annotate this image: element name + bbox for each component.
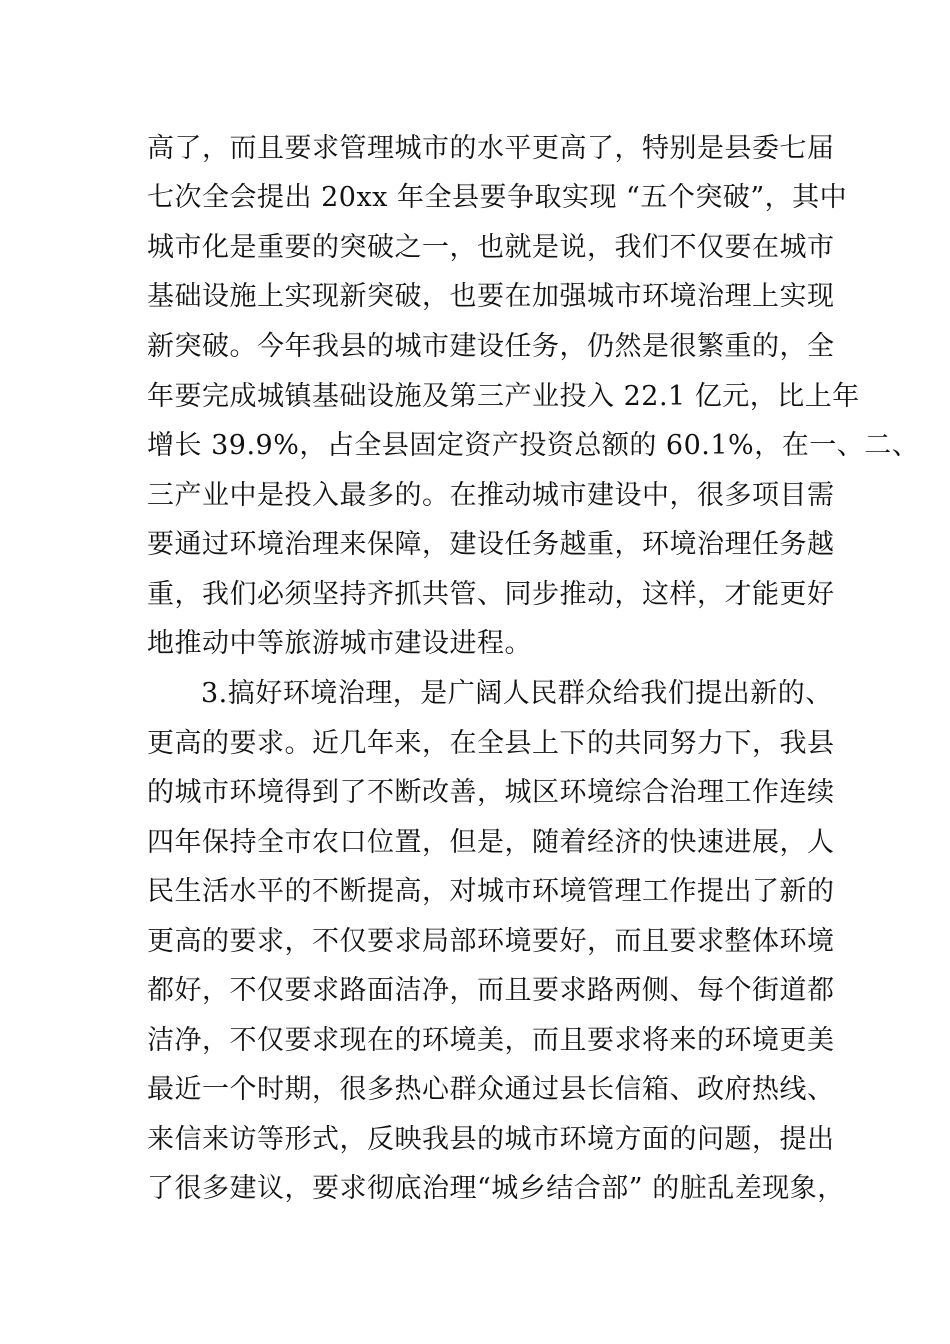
text-line: 三产业中是投入最多的。在推动城市建设中，很多项目需 [147, 480, 835, 511]
paragraph-start-line: 3.搞好环境治理，是广阔人民群众给我们提出新的、 [201, 678, 833, 709]
text-line: 增长 39.9%，占全县固定资产投资总额的 60.1%，在一、二、 [147, 430, 920, 461]
text-line: 最近一个时期，很多热心群众通过县长信箱、政府热线、 [147, 1074, 835, 1105]
text-line: 来信来访等形式，反映我县的城市环境方面的问题，提出 [147, 1124, 835, 1155]
text-line: 城市化是重要的突破之一，也就是说，我们不仅要在城市 [147, 232, 835, 263]
text-line: 年要完成城镇基础设施及第三产业投入 22.1 亿元，比上年 [147, 381, 860, 412]
text-line: 都好，不仅要求路面洁净，而且要求路两侧、每个街道都 [147, 975, 835, 1006]
text-line: 更高的要求，不仅要求局部环境要好，而且要求整体环境 [147, 926, 835, 957]
text-line: 地推动中等旅游城市建设进程。 [147, 628, 532, 659]
text-line: 民生活水平的不断提高，对城市环境管理工作提出了新的 [147, 876, 835, 907]
text-line: 高了，而且要求管理城市的水平更高了，特别是县委七届 [147, 133, 835, 164]
text-line: 重，我们必须坚持齐抓共管、同步推动，这样，才能更好 [147, 579, 835, 610]
text-line: 新突破。今年我县的城市建设任务，仍然是很繁重的，全 [147, 331, 835, 362]
text-line: 的城市环境得到了不断改善，城区环境综合治理工作连续 [147, 777, 835, 808]
text-line: 七次全会提出 20xx 年全县要争取实现 “五个突破”，其中 [147, 182, 848, 213]
text-line: 洁净，不仅要求现在的环境美，而且要求将来的环境更美 [147, 1025, 835, 1056]
text-line: 更高的要求。近几年来，在全县上下的共同努力下，我县 [147, 728, 835, 759]
text-line: 四年保持全市农口位置，但是，随着经济的快速进展，人 [147, 827, 835, 858]
text-line: 了很多建议，要求彻底治理“城乡结合部” 的脏乱差现象， [147, 1173, 845, 1204]
text-line: 基础设施上实现新突破，也要在加强城市环境治理上实现 [147, 281, 835, 312]
text-line: 要通过环境治理来保障，建设任务越重，环境治理任务越 [147, 529, 835, 560]
